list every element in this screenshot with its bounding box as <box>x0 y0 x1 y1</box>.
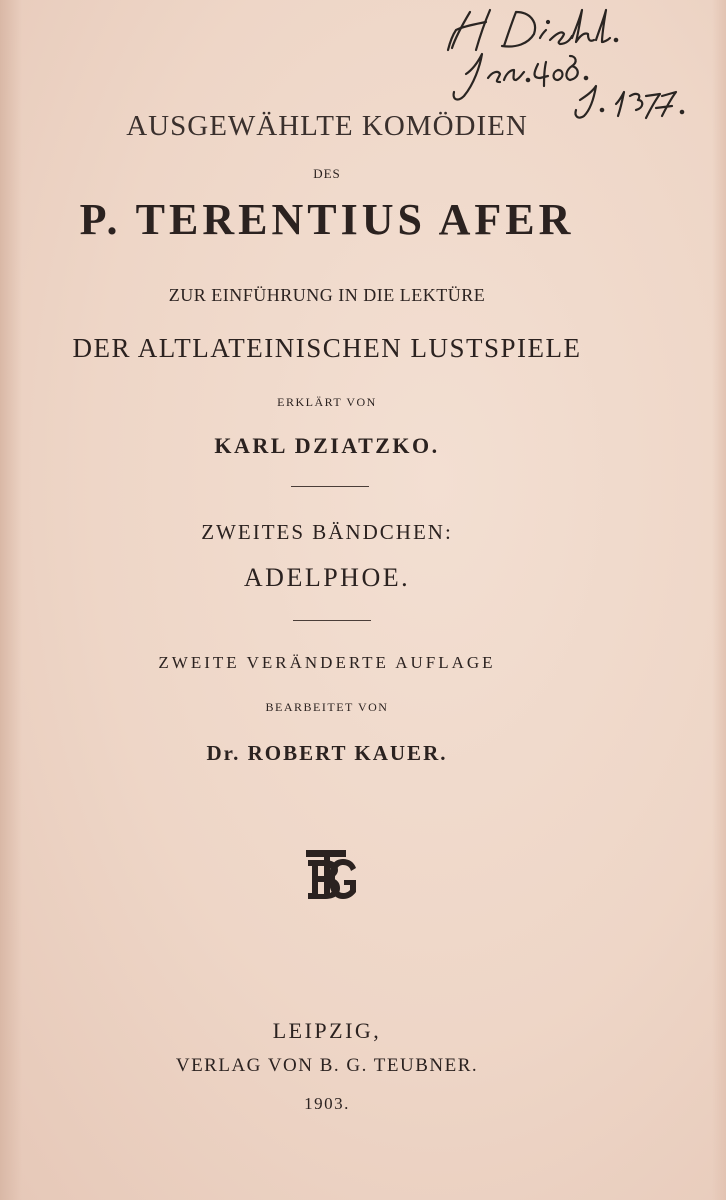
volume-label: ZWEITES BÄNDCHEN: <box>201 520 453 544</box>
divider-rule-2 <box>293 620 371 621</box>
connector-des: DES <box>313 166 341 181</box>
imprint-year: 1903. <box>304 1094 350 1113</box>
divider-rule-1 <box>291 486 369 487</box>
subtitle-line-2: DER ALTLATEINISCHEN LUSTSPIELE <box>72 333 582 363</box>
editor-title-prefix: Dr. <box>206 741 241 765</box>
author-name: P. TERENTIUS AFER <box>79 195 575 244</box>
revising-editor <box>0 741 690 766</box>
original-editor-name: KARL DZIATZKO. <box>214 433 440 458</box>
revised-by-label: BEARBEITET VON <box>265 700 389 714</box>
play-title: ADELPHOE. <box>243 563 411 592</box>
imprint-city: LEIPZIG, <box>272 1018 382 1043</box>
imprint-publisher: VERLAG VON B. G. TEUBNER. <box>175 1055 479 1076</box>
explained-by-label: ERKLÄRT VON <box>277 395 377 409</box>
revising-editor-name: ROBERT KAUER. <box>247 741 448 765</box>
teubner-monogram-logo <box>304 848 358 900</box>
series-title: AUSGEWÄHLTE KOMÖDIEN <box>126 110 528 142</box>
subtitle-line-1: ZUR EINFÜHRUNG IN DIE LEKTÜRE <box>168 285 486 305</box>
edition-statement: ZWEITE VERÄNDERTE AUFLAGE <box>158 653 496 672</box>
page-edge-shadow-right <box>712 0 726 1200</box>
